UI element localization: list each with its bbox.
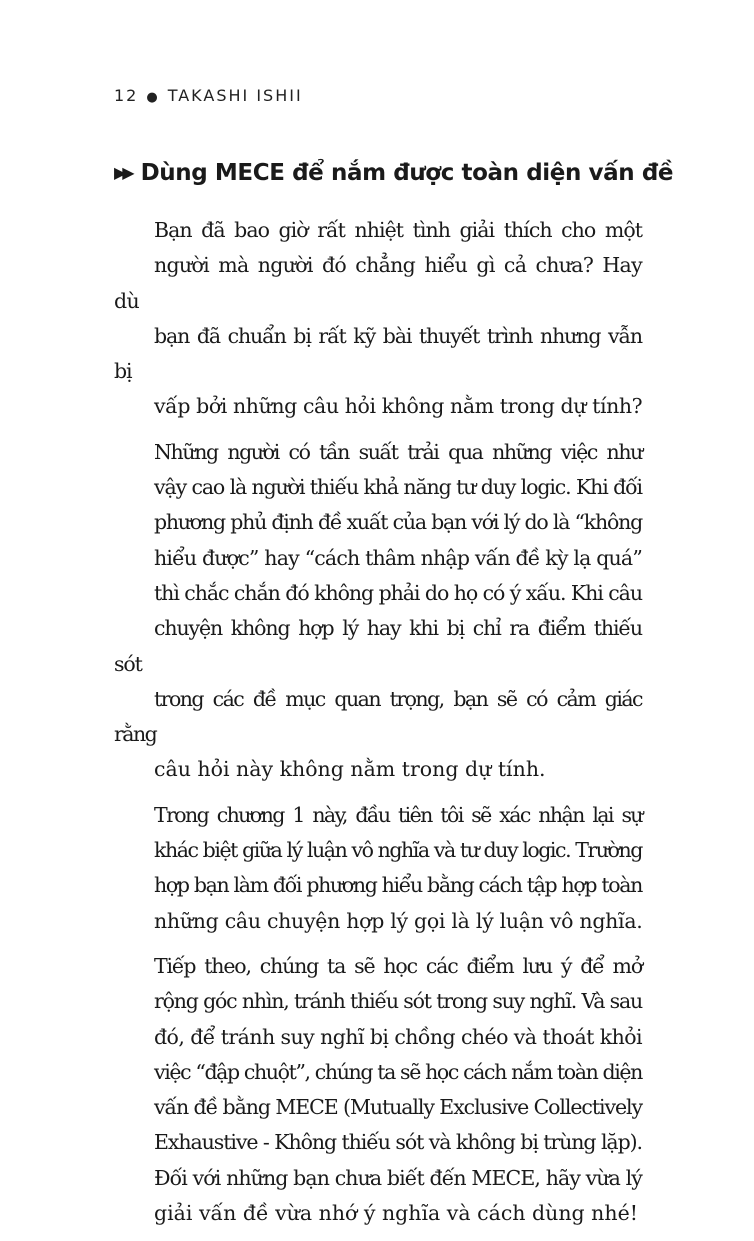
text-line: vậy cao là người thiếu khả năng tư duy logic. Khi đối bbox=[154, 475, 642, 500]
text-line: vấn đề bằng MECE (Mutually Exclusive Collectively bbox=[154, 1095, 642, 1120]
bullet-dot-icon: ● bbox=[146, 90, 160, 105]
text-line: câu hỏi này không nằm trong dự tính. bbox=[154, 757, 546, 782]
text-line: Trong chương 1 này, đầu tiên tôi sẽ xác nhận lại sự bbox=[154, 802, 642, 827]
text-line: Tiếp theo, chúng ta sẽ học các điểm lưu ý để mở bbox=[154, 953, 642, 978]
text-line: trong các đề mục quan trọng, bạn sẽ có cảm giác rằng bbox=[114, 686, 642, 747]
text-line: người mà người đó chẳng hiểu gì cả chưa? Hay dù bbox=[114, 253, 642, 313]
author-name: TAKASHI ISHII bbox=[167, 86, 303, 105]
text-line: hợp bạn làm đối phương hiểu bằng cách tập hợp toàn bbox=[154, 873, 642, 898]
text-line: thì chắc chắn đó không phải do họ có ý xấu. Khi câu bbox=[154, 580, 642, 605]
text-line: Đối với những bạn chưa biết đến MECE, hãy vừa lý bbox=[154, 1165, 642, 1190]
text-line: giải vấn đề vừa nhớ ý nghĩa và cách dùng nhé! bbox=[154, 1201, 638, 1226]
text-line: những câu chuyện hợp lý gọi là lý luận vô nghĩa. bbox=[154, 908, 643, 933]
text-line: Những người có tần suất trải qua những việc như bbox=[154, 439, 642, 464]
section-title-text: Dùng MECE để nắm được toàn diện vấn đề bbox=[140, 160, 674, 186]
text-line: việc “đập chuột”, chúng ta sẽ học cách nắm toàn diện bbox=[154, 1059, 642, 1084]
text-line: chuyện không hợp lý hay khi bị chỉ ra điểm thiếu sót bbox=[114, 616, 642, 676]
paragraph-4 bbox=[114, 949, 642, 1231]
text-line: rộng góc nhìn, tránh thiếu sót trong suy nghĩ. Và sau bbox=[154, 989, 642, 1014]
text-line: hiểu được” hay “cách thâm nhập vấn đề kỳ lạ quá” bbox=[154, 545, 642, 570]
text-line: vấp bởi những câu hỏi không nằm trong dự tính? bbox=[154, 394, 643, 419]
double-arrow-icon: ▶▶ bbox=[114, 163, 131, 182]
text-line: khác biệt giữa lý luận vô nghĩa và tư duy logic. Trường bbox=[154, 838, 642, 863]
body-text bbox=[114, 213, 642, 1241]
text-line: đó, để tránh suy nghĩ bị chồng chéo và thoát khỏi bbox=[154, 1024, 642, 1049]
paragraph-2 bbox=[114, 435, 642, 788]
text-line: Exhaustive - Không thiếu sót và không bị trùng lặp). bbox=[154, 1130, 642, 1155]
paragraph-3 bbox=[114, 798, 642, 939]
page-number: 12 bbox=[114, 86, 139, 105]
text-line: phương phủ định đề xuất của bạn với lý do là “không bbox=[154, 510, 642, 535]
running-header bbox=[114, 86, 303, 105]
text-line: bạn đã chuẩn bị rất kỹ bài thuyết trình nhưng vẫn bị bbox=[114, 323, 642, 384]
text-line: Bạn đã bao giờ rất nhiệt tình giải thích cho một bbox=[154, 218, 642, 242]
section-heading bbox=[114, 160, 673, 186]
paragraph-1 bbox=[114, 213, 642, 425]
